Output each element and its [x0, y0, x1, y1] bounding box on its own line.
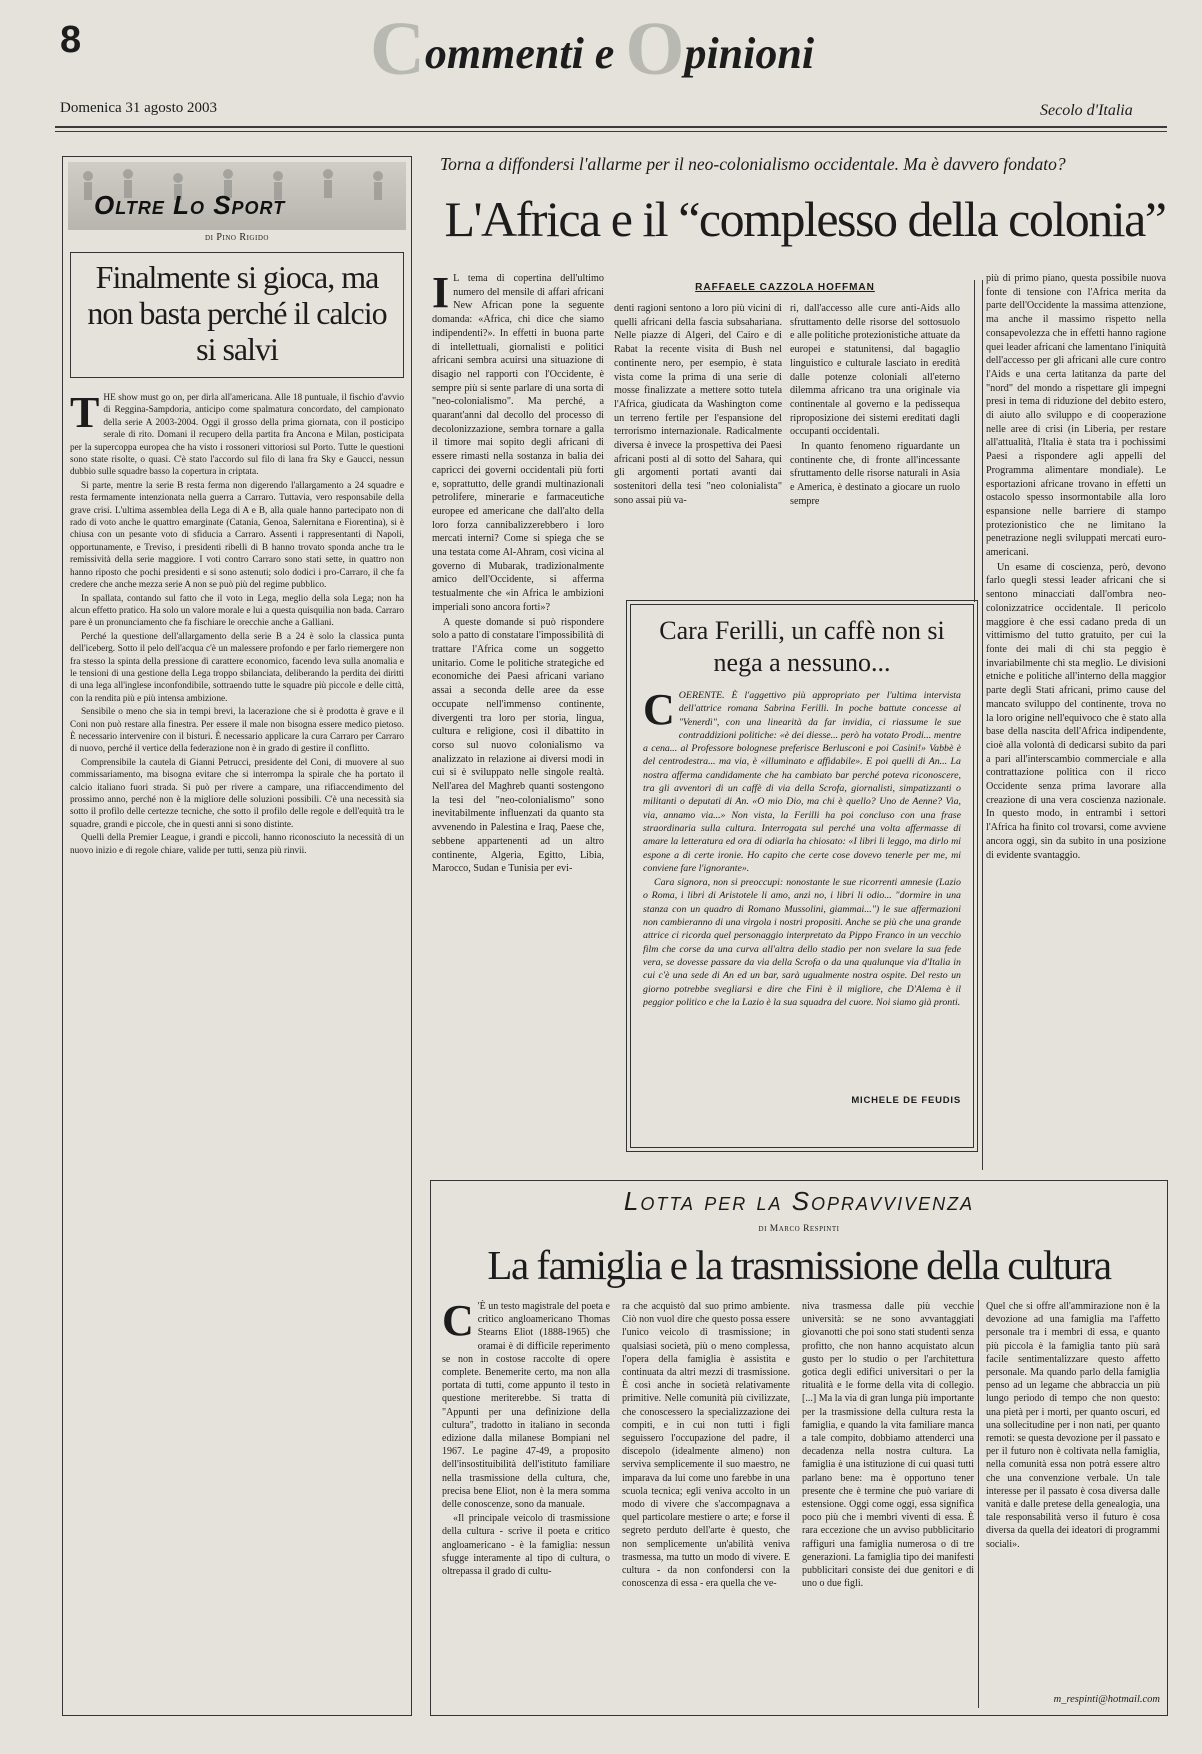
lead-dropcap: I — [432, 272, 450, 317]
sidebar-paragraph: In spallata, contando sul fatto che il voto in Lega, meglio della sola Lega; non ha alcun effetto pratico. Ha solo un valore morale e lui a questa quisquilia non bada. Carraro pare è un pronunciamento che fa fischiare le orecchie anche a Galliani. — [70, 593, 404, 629]
lead-paragraph: Un esame di coscienza, però, devono farlo quegli stessi leader africani che si sentono minacciati dall'ombra neo-colonizzatrice occidentale. Il pericolo maggiore è che essi cadano preda di un vittimismo del tutto gratuito, per cui la fonte dei mali di chi sta peggio è invariabilmente chi sta meglio. Le divisioni etniche e politiche all'interno della maggior parte degli Stati africani, primo cause del mancato sviluppo del continente, trova no la loro origine nell'equivoco che è stato alla base della nascita dell'Africa indipendente, cioè alla volontà di dedicarsi subito da pari a pari all'interscambio commerciale e alla contrattazione politica con il ricco Occidente senza prima lavorare alla creazione di una vera coscienza nazionale. In questo modo, in entrambi i settori l'Africa ha finito col trovarsi, come avviene ancora oggi, sin da subito in una posizione di evidente svantaggio. — [986, 561, 1166, 861]
lead-column-1 — [432, 272, 604, 1172]
sidebar-banner — [68, 162, 406, 230]
section-title-cap: O — [625, 7, 685, 91]
section-title-word: ommenti e — [424, 29, 626, 78]
section-title — [370, 7, 890, 91]
bottom-dropcap: C — [442, 1300, 474, 1345]
column-rule — [982, 280, 983, 1170]
lead-paragraph: ri, dall'accesso alle cure anti-Aids allo sfruttamento delle risorse del sottosuolo e alle politiche protezionistiche attuate da europei e statunitensi, dal bagaglio linguistico e culturale lasciato in eredità dalle potenze coloniali all'eterno dilemma africano tra una originale via continentale al governo e la pedissequa riproposizione dei sistemi ereditati dagli occupanti occidentali. — [790, 303, 960, 438]
section-title-word: pinioni — [684, 29, 815, 78]
publication-name: Secolo d'Italia — [1040, 102, 1133, 119]
ferilli-body — [643, 689, 961, 1093]
lead-paragraph: denti ragioni sentono a loro più vicini di quelli africani della fascia subsahariana. Nelle piazze di Algeri, del Cairo e di Rabat la recente visita di Bush nel continente nero, per esempio, è stata vista come la prima di una serie di mosse finalizzate a mettere sotto tutela l'Africa, giudicata da Washington come un terreno fertile per l'espansione del terrorismo internazionale. Radicalmente diversa è invece la prospettiva dei Paesi africani posti al di sotto del Sahara, qui gli argomenti portati avanti dai sostenitori della tesi "neo colonialista" sono assai più va- — [614, 303, 782, 506]
sidebar-paragraph: Si parte, mentre la serie B resta ferma non digerendo l'allargamento a 24 squadre e resta fermamente intenzionata nella guerra a Carraro. Tuttavia, vero responsabile della grave crisi. L'ultima assemblea della Lega di A e B, alla quale hanno partecipato non di rado di voto anche le quattro emarginate (Catania, Genoa, Salernitana e Fiorentina), si è chiusa con un pesante voto di sfiducia a Carraro. Assenti i rappresentanti di Napoli, opportunamente, e Treviso, i presidenti ribelli di B hanno trovato sponda anche tra le remissività della serie maggiore. I voti contro Carraro sono stati sette, in quattro non hanno riposto che pochi presidenti e si sono astenuti; solo dodici i pro-Carraro, il che fa credere che anche mezza serie A non se può più del regime pubblico. — [70, 480, 404, 591]
masthead-rule-thin — [55, 131, 1167, 132]
lead-paragraph: In quanto fenomeno riguardante un continente che, di fronte all'incessante sfruttamento delle risorse naturali in Asia e America, è destinato a giocare un ruolo sempre — [790, 441, 960, 507]
lead-headline: L'Africa e il “complesso della colonia” — [444, 191, 1166, 247]
ferilli-paragraph: Cara signora, non si preoccupi: nonostante le sue ricorrenti amnesie (Lazio o Roma, i libri di Aristotele li amo, anzi no, i libri li odio... "dormire in una stanza con un quadro di Romano Mussolini, giammai...") le sue affermazioni non cambieranno di una virgola i nostri propositi. Anche se più che una grande attrice ci ricorda quel personaggio interpretato da Pippo Franco in un vecchio film che corse da una curva all'altra dello stadio per non svelare la sua fede vera, se dovesse passare da via della Scrofa o da una qualunque via d'Italia in cui c'è una sede di An ed un bar, sarà ugualmente nostra ospite. Del resto un giorno potrebbe svegliarsi e dire che Fini è il migliore, che D'Alema è il peggior politico e che la Lazio è la sua squadra del cuore. Noi siamo già pronti. — [643, 877, 961, 1008]
sidebar-body — [70, 392, 404, 1708]
lead-byline: RAFFAELE CAZZOLA HOFFMAN — [695, 282, 875, 293]
bottom-paragraph: ra che acquistò dal suo primo ambiente. Ciò non vuol dire che questo possa essere l'unico veicolo di trasmissione; in qualsiasi società, più o meno complessa, l'opera della famiglia è assistita e continuata da altri mezzi di trasmissione. È così anche in società relativamente primitive. Nelle comunità più civilizzate, che conoscessero la specializzazione dei compiti, e in cui non tutti i figli seguissero l'occupazione del padre, il discepolo (idealmente almeno) non serviva semplicemente il suo maestro, ne imparava da lui come uno farebbe in una scuola tecnica; egli veniva accolto in un modo di vivere che s'accompagnava a quel particolare mestiere o arte; e forse il segreto perduto dell'arte è questo, che non semplicemente un'abilità veniva trasmessa, ma tutto un modo di vivere. E cultura - da non confondersi con la conoscenza di essa - era quella che ve- — [622, 1301, 790, 1590]
ferilli-headline: Cara Ferilli, un caffè non si nega a nessuno... — [659, 616, 945, 677]
bottom-column-name: Lotta per la Sopravvivenza — [623, 1186, 975, 1216]
lead-kicker: Torna a diffondersi l'allarme per il neo-colonialismo occidentale. Ma è davvero fondato? — [440, 154, 1066, 174]
column-rule — [978, 1300, 979, 1708]
lead-paragraph: I L tema di copertina dell'ultimo numero del mensile di affari africani New African pone la seguente domanda: «Africa, chi dice che siamo indipendenti?». In effetti in buona parte di intellettuali, giornalisti e politici africani sembra acuirsi una situazione di disagio nel rapporti con l'Occidente, è sempre più si sente parlare di una sorta di "neo-colonialismo". Ma perché, a quarant'anni dal decollo del processo di decolonizzazione, sembra tornare a galla il timore mai sopito degli africani di essere rimasti nella sostanza in balia dei capricci dei governi occidentali più forti e, soprattutto, delle grandi multinazionali petrolifere, minerarie e farmaceutiche europee ed americane che dall'alto della loro forza cannibalizzerebbero i loro mercati interni? Come si spiega che se una testata come Al-Ahram, così vicina al governo di Mubarak, tradizionalmente amico dell'Occidente, si afferma testualmente che «in Africa le ambizioni imperiali sono ancora forti»? — [432, 272, 604, 613]
sidebar-paragraph: Sensibile o meno che sia in tempi brevi, la lacerazione che si è prodotta è grave e il Coni non può restare alla finestra. Per essere il male non bisogna essere medico pietoso. È necessario intervenire con il bisturi. È necessario applicare la cura Carraro per Carraro di nuovo, perché il vertice della federazione non è in grado di gestire il conflitto. — [70, 707, 404, 755]
ferilli-paragraph: COERENTE. È l'aggettivo più appropriato per l'ultima intervista dell'attrice romana Sabrina Ferilli. In poche battute concesse al "Venerdì", con una linearità da far invidia, ci riassume le sue contraddizioni politiche: «è dei diesse... però ha votato Prodi... mentre a cena... al Professore bolognese preferisce Berlusconi e poi Casini!» Vabbè è del centrodestra... ma via, è «illuminato e affidabile». E poi quelli di An... La nostra afferma candidamente che ha cambiato bar perché poteva riconoscere, tra gli avventori di un caffè di via della Scrofa, giornalisti, simpatizzanti o militanti o deputati di An. «O mio Dio, ma chi è quello? Uno de Aenne? Via, via, annamo via...» Non vista, la Ferilli ha poi concluso con una frase straordinaria sulla cultura. Interrogata sul perché una volta affermasse di amare la letteratura ed ora di odiarla ha chiosato: «I libri li leggo, ma dirlo mi espone a di certe ironie. Ho capito che certe cose dovevo tenerle per me, mi conviene fare l'ignorante». — [643, 689, 961, 874]
lead-column-3 — [790, 302, 960, 592]
sidebar-paragraph: Perché la questione dell'allargamento della serie B a 24 è solo la classica punta dell'iceberg. Sotto il pelo dell'acqua c'è un malessere profondo e per farlo riemergere non fra stesso la spinta della pressione di carattere economico, facendo leva sulla anomalia e le tensioni di una gestione della Lega troppo sbilanciata, deliberando la perdita dei diritti di una lega all'inglese inconfondibile, sottraendo tutte le squadre più piccole e delle città, con la rendita più e più intensa ambizione. — [70, 631, 404, 704]
bottom-column-2 — [622, 1300, 790, 1708]
bottom-paragraph: C 'È un testo magistrale del poeta e critico angloamericano Thomas Stearns Eliot (1888-1965) che oramai è di difficile reperimento se non in costose raccolte di opere complete. Benemerite certo, ma non alla portata di tutti, come appunto il testo in questione meriterebbe. Si tratta di "Appunti per una definizione della cultura", tradotto in italiano in seconda edizione dalla milanese Bompiani nel 1967. Le pagine 47-49, a proposito dell'insostituibilità dell'istituto familiare nella trasmissione della cultura, che, precisa bene Eliot, non è la mera somma delle conoscenze, sono da manuale. — [442, 1300, 610, 1511]
sidebar-column-name: Oltre Lo Sport — [94, 190, 286, 220]
sidebar-dropcap: T — [70, 392, 100, 437]
bottom-byline: di Marco Respinti — [758, 1224, 840, 1234]
sidebar-paragraph: Comprensibile la cautela di Gianni Petrucci, presidente del Coni, di muovere al suo commissariamento, ma bisogna evitare che si interrompa la spirale che ha portato il calcio italiano fuori strada. Si può per rivere a campare, una rifiaccendimento del prossimo anno, perché non è la migliore delle soluzioni possibili. C'è una necessità sia sotto il profilo delle certezze tecniche, che sotto il profilo delle regole e dell'equità tra le squadre, grandi e piccole, che in questi anni si sono distinte. — [70, 757, 404, 830]
masthead-rule — [55, 126, 1167, 128]
column-rule — [974, 280, 975, 602]
author-email: m_respinti@hotmail.com — [1053, 1694, 1160, 1705]
sidebar-byline: di Pino Rigido — [205, 232, 269, 243]
lead-paragraph: A queste domande si può rispondere solo a patto di constatare l'impossibilità di trattare l'Africa come un soggetto unitario. Come le politiche strategiche ed economiche dei Paesi africani variano assai a seconda delle aree da esse occupate nell'immenso continente, divergenti tra loro per storia, lingua, cultura e religione, così il dibattito in corso sul nuovo colonialismo va analizzato in relazione ai diversi modi in cui si è sviluppato nelle singole realtà. Nell'area del Maghreb quanti sostengono la tesi del "neo-colonialismo" sono inevitabilmente influenzati da quanto sta avvenendo in Palestina e Iraq, Paese che, sebbene appartenenti ad un altro continente, Algeria, Egitto, Libia, Marocco, Sudan e Tunisia per evi- — [432, 616, 604, 875]
lead-column-4 — [986, 272, 1166, 1172]
sidebar-paragraph: THE show must go on, per dirla all'americana. Alle 18 puntuale, il fischio d'avvio di Reggina-Sampdoria, anticipo come spalmatura concordato, del campionato della serie A 2003-2004. Oggi il grosso della prima giornata, con il posticipo serale di rito. Domani il recupero della partita fra Ancona e Milan, posticipata per la supercoppa europea che ha visto i rossoneri vittoriosi sul Porto. Tutte le questioni sono state risolte, o quasi. C'è stato l'accordo sul filo di lana fra Sky e Gaucci, nessun dubbio sulle squadre basso la copertura in criptata. — [70, 392, 404, 478]
lead-column-2 — [614, 302, 782, 592]
sidebar-paragraph: Quelli della Premier League, i grandi e piccoli, hanno riconosciuto la necessità di un nuovo inizio e di regole chiare, valide per tutti, senza più rinvii. — [70, 833, 404, 856]
issue-date: Domenica 31 agosto 2003 — [60, 100, 218, 116]
ferilli-box — [626, 600, 978, 1152]
bottom-column-1 — [442, 1300, 610, 1708]
section-title-cap: C — [370, 7, 425, 91]
bottom-column-4 — [986, 1300, 1160, 1692]
bottom-paragraph: «Il principale veicolo di trasmissione della cultura - scrive il poeta e critico angloamericano - è la famiglia: nessun sfugge interamente al tipo di cultura, o oltrepassa il grado di cultu- — [442, 1513, 610, 1578]
page-number: 8 — [60, 19, 82, 61]
bottom-column-3 — [802, 1300, 974, 1708]
lead-paragraph: più di primo piano, questa possibile nuova fonte di tensione con l'Africa merita da parte dell'Occidente la massima attenzione, ma anche il massimo rispetto nella consapevolezza che in effetti hanno ragione quei leader africani che lamentano l'iniquità dell'accesso per gli africani alle cure contro l'Aids e una certa latitanza da parte del "nord" del mondo a rispettare gli impegni presi in tema di riduzione del debito estero, di aiuto allo sviluppo e di cooperazione nelle aree di crisi (in Liberia, per restare all'attualità, l'Italia è stata tra i pochissimi Paesi a rispondere agli appelli del Programma alimentare mondiale). Le esportazioni africane trovano in effetti un ostacolo spesso insormontabile alla loro espansione nelle barriere di stampo protezionistico che ne limitano la penetrazione negli sviluppati mercati euro-americani. — [986, 273, 1166, 559]
bottom-paragraph: niva trasmessa dalle più vecchie università: se ne sono avvantaggiati giovanotti che poi sono stati studenti senza profitto, che non hanno acquistato alcun gusto per lo studio o per l'architettura gotica degli edifici universitari o per la ritualità e le forme della vita di collegio. [...] Ma la via di gran lunga più importante per la trasmissione della cultura resta la famiglia, e quando la vita familiare manca a tale compito, dobbiamo attenderci una decadenza nella nostra cultura. La famiglia è una istituzione di cui quasi tutti parlano bene: ma è opportuno tener presente che è termine che può variare di estensione. Oggi come oggi, essa significa poco più che i membri viventi di essa. È rara eccezione che un avviso pubblicitario raffiguri una famiglia numerosa o di tre generazioni. La famiglia tipo dei manifesti pubblicitari consiste dei due genitori e di uno o due figli. — [802, 1301, 974, 1590]
sidebar-headline: Finalmente si gioca, ma non basta perché il calcio si salvi — [87, 259, 387, 367]
sidebar-headline-box — [70, 252, 404, 378]
bottom-headline: La famiglia e la trasmissione della cultura — [487, 1242, 1111, 1288]
ferilli-signature: MICHELE DE FEUDIS — [851, 1095, 961, 1106]
ferilli-dropcap: C — [643, 689, 675, 734]
bottom-paragraph: Quel che si offre all'ammirazione non è la devozione ad una famiglia ma l'affetto personale tra i membri di essa, e quanto più piccola è la famiglia tanto più sarà facile sentimentalizzare questo affetto personale. Ma quando parlo della famiglia penso ad un legame che abbraccia un più lungo periodo di tempo che non questo: una pietà per i morti, per quanto oscuri, ed una sollecitudine per i non nati, per quanto remoti: se questa devozione per il passato e per il futuro non è coltivata nella famiglia, nella comunità essa non potrà essere altro che una convenzione verbale. Un tale interesse per il passato è cosa diversa dalle vanità e dalle pretese della genealogia, una tale responsabilità verso il futuro è cosa diversa da quella dei ideatori di programmi sociali». — [986, 1301, 1160, 1550]
